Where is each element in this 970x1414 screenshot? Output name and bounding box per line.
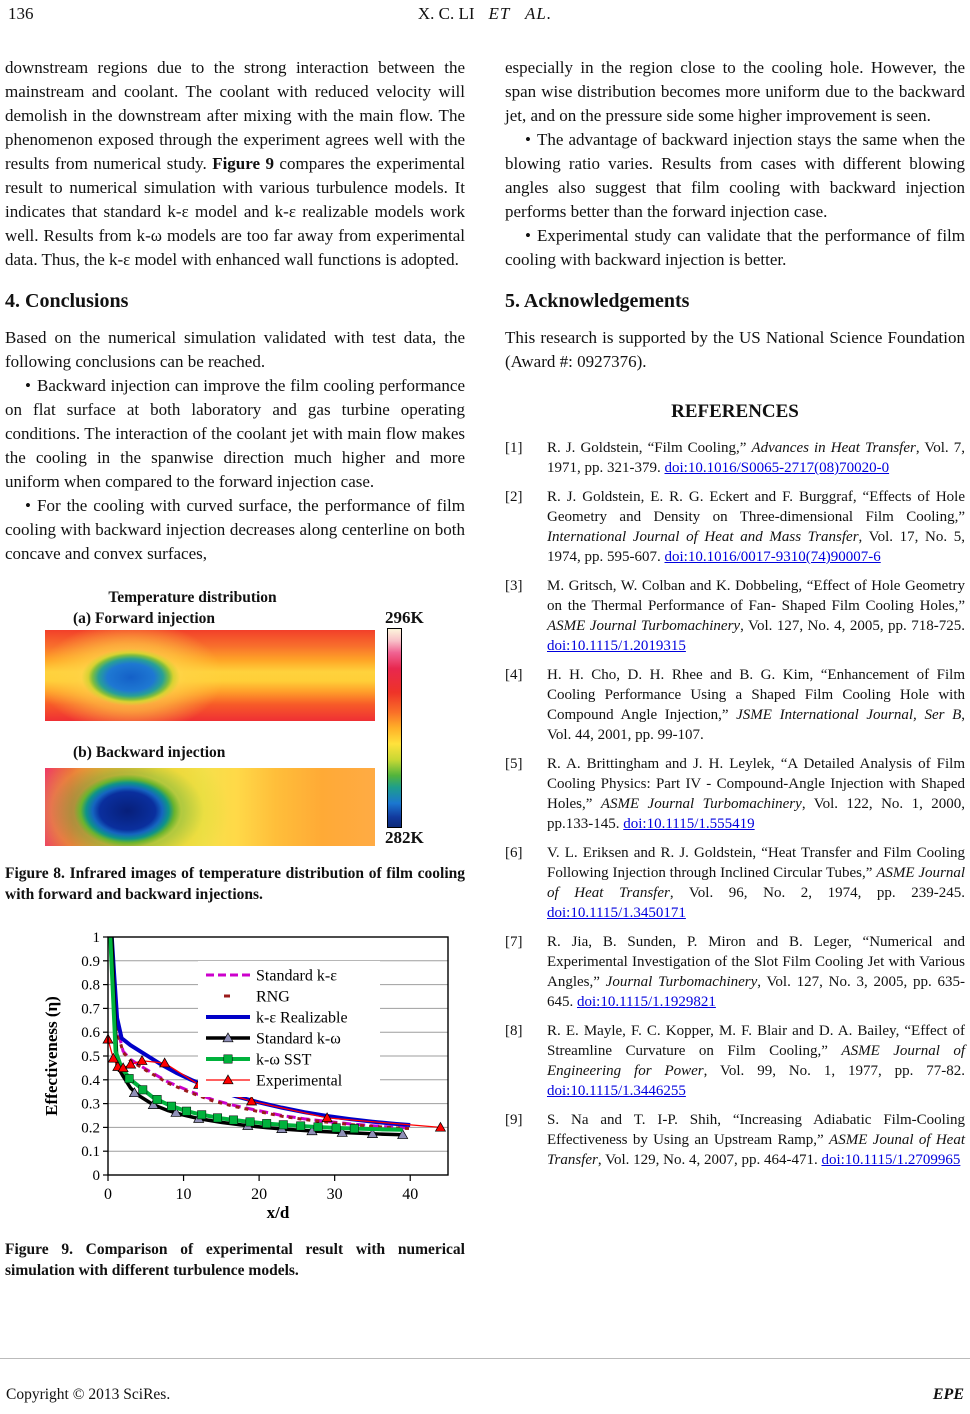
reference-item: [4] H. H. Cho, D. H. Rhee and B. G. Kim, “Enhancement of Film Cooling Performance Using a Shaped Film Cooling Hole with Compound Angle Injection,” JSME International Journal, Ser B, Vol. 44, 2001, pp. 99-107. <box>505 667 965 743</box>
reference-item: [5] R. A. Brittingham and J. H. Leylek, “A Detailed Analysis of Film Cooling Physics: Part IV - Compound-Angle Injection with Shaped Holes,” ASME Journal Turbomachinery, Vol. 122, No. 1, 2000, pp.133-145. doi:10.1115/1.555419 <box>505 756 966 832</box>
legend-entry: RNG <box>256 988 290 1006</box>
reference-number: [6] <box>505 845 523 861</box>
legend-entry: Standard k-ε <box>256 967 337 985</box>
doi-link[interactable]: doi:10.1115/1.2709965 <box>821 1152 961 1168</box>
bullet-item <box>505 224 965 272</box>
colorbar-column <box>385 609 455 847</box>
figure8 <box>5 588 465 905</box>
bullet-item <box>5 494 465 566</box>
doi-link[interactable]: doi:10.1016/S0065-2717(08)70020-0 <box>664 460 890 476</box>
svg-text:0.5: 0.5 <box>81 1049 100 1065</box>
doi-link[interactable]: doi:10.1115/1.3446255 <box>547 1083 686 1099</box>
bullet-icon: • <box>525 130 531 149</box>
doi-link[interactable]: doi:10.1115/1.1929821 <box>577 994 716 1010</box>
bullet-text: For the cooling with curved surface, the performance of film cooling with backward injection decreases along centerline on both concave and convex surfaces, <box>5 496 465 563</box>
right-column <box>505 56 965 1179</box>
infrared-image-forward-injection <box>45 630 375 721</box>
effectiveness-chart-svg <box>23 925 468 1225</box>
svg-text:Effectiveness (η): Effectiveness (η) <box>42 996 61 1116</box>
left-column <box>5 56 465 1281</box>
svg-text:0.1: 0.1 <box>81 1144 100 1161</box>
figure9-chart <box>5 925 465 1281</box>
journal-name: Advances in Heat Transfer <box>751 440 916 456</box>
running-head-etal: ET AL. <box>488 4 553 23</box>
references-heading: REFERENCES <box>671 401 799 422</box>
reference-number: [3] <box>505 578 523 594</box>
figure8-label-b: (b) Backward injection <box>73 744 226 761</box>
colorbar-min-label: 282K <box>385 828 424 847</box>
figure9-reference: Figure 9 <box>212 154 274 173</box>
references-list <box>505 438 965 1170</box>
legend-entry: Experimental <box>256 1072 343 1090</box>
svg-text:0.4: 0.4 <box>81 1072 100 1089</box>
doi-link[interactable]: doi:10.1115/1.3450171 <box>547 905 686 921</box>
svg-text:0.2: 0.2 <box>81 1120 100 1137</box>
svg-text:10: 10 <box>175 1186 192 1203</box>
svg-text:0.3: 0.3 <box>81 1096 100 1113</box>
bullet-item <box>505 128 965 224</box>
infrared-image-backward-injection <box>45 768 375 846</box>
bullet-icon: • <box>25 496 31 515</box>
svg-text:x/d: x/d <box>266 1203 290 1222</box>
bullet-text: The advantage of backward injection stays the same when the blowing ratio varies. Results from cases with different blowing angles also suggest that film cooling with backward injection performs better than the forward injection case. <box>505 130 965 221</box>
svg-text:30: 30 <box>326 1186 343 1203</box>
paragraph <box>5 56 465 272</box>
bullet-icon: • <box>525 226 531 245</box>
reference-item: [1] R. J. Goldstein, “Film Cooling,” Advances in Heat Transfer, Vol. 7, 1971, pp. 321-379. doi:10.1016/S0065-2717(08)70020-0 <box>505 440 965 476</box>
svg-text:1: 1 <box>92 930 100 946</box>
legend-entry: k-ω SST <box>256 1051 312 1069</box>
figure8-caption: Figure 8. Infrared images of temperature distribution of film cooling with forward and backward injections. <box>5 865 465 903</box>
reference-item: [3] M. Gritsch, W. Colban and K. Dobbeling, “Effect of Hole Geometry on the Thermal Performance of Fan- Shaped Film Cooling Holes,” ASME Journal Turbomachinery, Vol. 127, No. 4, 2005, pp. 718-725. doi:10.1115/1.2019315 <box>505 578 965 654</box>
figure8-label-a: (a) Forward injection <box>73 610 216 627</box>
running-head <box>0 4 970 24</box>
footer-journal: EPE <box>932 1386 964 1403</box>
reference-item: [9] S. Na and T. I-P. Shih, “Increasing Adiabatic Film-Cooling Effectiveness by Using an Upstream Ramp,” ASME Jounal of Heat Transfer, Vol. 129, No. 4, 2007, pp. 464-471. doi:10.1115/1.2709965 <box>505 1112 965 1168</box>
svg-text:0.7: 0.7 <box>81 1001 100 1018</box>
journal-name: ASME Journal Turbomachinery <box>547 618 741 634</box>
reference-number: [9] <box>505 1112 523 1128</box>
reference-number: [4] <box>505 667 523 683</box>
svg-text:0: 0 <box>104 1186 112 1203</box>
svg-text:0.8: 0.8 <box>81 977 100 994</box>
paragraph: Based on the numerical simulation validated with test data, the following conclusions can be reached. <box>5 328 465 371</box>
bullet-icon: • <box>25 376 31 395</box>
journal-name: ASME Journal of Heat Transfer <box>547 865 965 901</box>
journal-name: International Journal of Heat and Mass Transfer <box>547 529 859 545</box>
paragraph-text: downstream regions due to the strong interaction between the mainstream and coolant. The coolant with reduced velocity will demolish in the downstream after mixing with the main flow. The phenomenon exposed through the experiment agrees well with the results from numerical study. <box>5 58 465 173</box>
figure9-caption: Figure 9. Comparison of experimental result with numerical simulation with different turbulence models. <box>5 1241 465 1279</box>
bullet-text: Backward injection can improve the film cooling performance on flat surface at both laboratory and gas turbine operating conditions. The interaction of the coolant jet with main flow makes the cooling in the spanwise direction much higher and more uniform when compared to the forward injection case. <box>5 376 465 491</box>
svg-text:40: 40 <box>402 1186 419 1203</box>
reference-item: [7] R. Jia, B. Sunden, P. Miron and B. Leger, “Numerical and Experimental Investigation of the Slot Film Cooling Jet with Various Angles,” Journal Turbomachinery, Vol. 127, No. 3, 2005, pp. 635-645. doi:10.1115/1.1929821 <box>505 934 965 1010</box>
figure8-title: Temperature distribution <box>108 589 277 606</box>
bullet-text: Experimental study can validate that the performance of film cooling with backward injection is better. <box>505 226 965 269</box>
reference-item: [8] R. E. Mayle, F. C. Kopper, M. F. Blair and D. A. Bailey, “Effect of Streamline Curvature on Film Cooling,” ASME Journal of Engineering for Power, Vol. 99, No. 1, 1977, pp. 77-82. doi:10.1115/1.3446255 <box>505 1023 965 1099</box>
journal-name: JSME International Journal, Ser B <box>736 707 962 723</box>
journal-name: ASME Journal of Engineering for Power <box>547 1043 965 1079</box>
paragraph-text: compares the experimental result to numerical simulation with various turbulence models. It indicates that standard k-ε model and k-ε realizable models work well. Results from k-ω models are too far away from experimental data. Thus, the k-ε model with enhanced wall functions is adopted. <box>5 154 465 269</box>
journal-name: ASME Journal Turbomachinery <box>600 796 802 812</box>
section-heading-conclusions: 4. Conclusions <box>5 290 129 312</box>
paragraph: especially in the region close to the cooling hole. However, the span wise distribution becomes more uniform due to the backward jet, and on the pressure side some higher improvement is seen. <box>505 58 965 125</box>
reference-number: [8] <box>505 1023 523 1039</box>
bullet-item <box>5 374 465 494</box>
footer-rule <box>0 1358 970 1359</box>
doi-link[interactable]: doi:10.1115/1.555419 <box>623 816 755 832</box>
footer-copyright: Copyright © 2013 SciRes. <box>6 1386 171 1403</box>
svg-text:20: 20 <box>251 1186 268 1203</box>
doi-link[interactable]: doi:10.1115/1.2019315 <box>547 638 686 654</box>
paragraph: This research is supported by the US National Science Foundation (Award #: 0927376). <box>505 328 965 371</box>
reference-number: [2] <box>505 489 523 505</box>
legend-entry: Standard k-ω <box>256 1030 341 1048</box>
journal-name: ASME Jounal of Heat Transfer <box>547 1132 965 1168</box>
legend-entry: k-ε Realizable <box>256 1009 348 1027</box>
running-head-name: X. C. LI <box>417 4 475 23</box>
svg-text:0: 0 <box>92 1168 100 1184</box>
reference-number: [5] <box>505 756 523 772</box>
section-heading-acknowledgements: 5. Acknowledgements <box>505 290 690 312</box>
colorbar-max-label: 296K <box>385 608 424 627</box>
journal-name: Journal Turbomachinery <box>605 974 758 990</box>
reference-item: [2] R. J. Goldstein, E. R. G. Eckert and F. Burggraf, “Effects of Hole Geometry and Density on Three-dimensional Film Cooling,” International Journal of Heat and Mass Transfer, Vol. 17, No. 5, 1974, pp. 595-607. doi:10.1016/0017-9310(74)90007-6 <box>505 489 965 565</box>
svg-text:0.6: 0.6 <box>81 1025 100 1042</box>
reference-item: [6] V. L. Eriksen and R. J. Goldstein, “Heat Transfer and Film Cooling Following Injection through Inclined Circular Tubes,” ASME Journal of Heat Transfer, Vol. 96, No. 2, 1974, pp. 239-245. doi:10.1115/1.3450171 <box>505 845 966 921</box>
temperature-colorbar <box>387 628 402 828</box>
doi-link[interactable]: doi:10.1016/0017-9310(74)90007-6 <box>664 549 881 565</box>
svg-text:0.9: 0.9 <box>81 953 100 970</box>
reference-number: [7] <box>505 934 523 950</box>
reference-number: [1] <box>505 440 523 456</box>
page-number: 136 <box>8 4 34 23</box>
